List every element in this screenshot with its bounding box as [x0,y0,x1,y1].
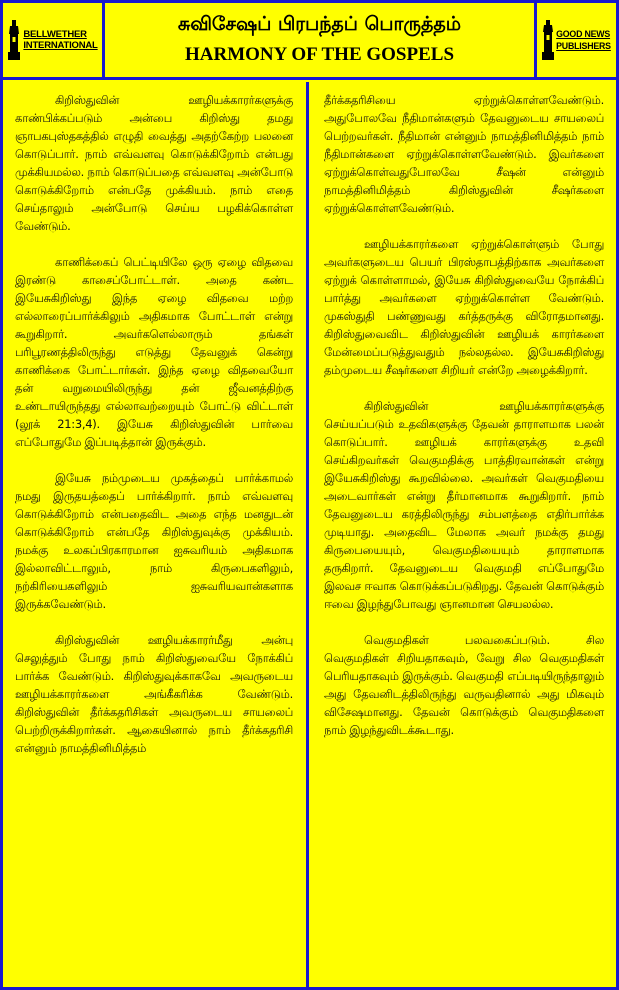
paragraph: ஊழியக்காரர்களை ஏற்றுக்கொள்ளும் போது அவர்களுடைய பெயர் பிரஸ்தாபத்திற்காக அவர்களை ஏற்றுக் கொள்ளாமல், இயேசு கிறிஸ்துவையே நோக்கிப் பார்த்து அவர்களை ஏற்றுக்கொள்ள வேண்டும். முகஸ்துதி பண்ணுவது கர்த்தருக்கு விரோதமானது. கிறிஸ்துவைவிட கிறிஸ்துவின் ஊழியக் காரர்களை மேன்மைப்படுத்துவதும் நல்லதல்ல. இயேசுகிறிஸ்து தம்முடைய சீஷர்களை சிறியர் என்றே அழைக்கிறார். [324,237,604,377]
right-logo-line-1: GOOD NEWS [556,29,611,39]
paragraph: கிறிஸ்துவின் ஊழியக்காரர்களுக்கு காண்பிக்கப்படும் அன்பை கிறிஸ்து தமது ஞாபகபுஸ்தகத்தில் எழுதி வைத்து அதற்கேற்ற பலனை கொடுப்பார். நாம் எவ்வளவு கொடுக்கிறோம் என்பது முக்கியமல்ல. நாம் கொடுப்பதை எவ்வளவு அன்போடு கொடுக்கிறோம் என்பதே முக்கியம். நாம் எதை செய்தாலும் அன்போடு செய்ய பழகிக்கொள்ள வேண்டும். [15,93,293,233]
right-text-column [312,82,616,987]
good-news-logo [534,3,616,77]
title-english: HARMONY OF THE GOSPELS [184,44,455,65]
paragraph: இயேசு நம்முடைய முகத்தைப் பார்க்காமல் நமது இருதயத்தைப் பார்க்கிறார். நாம் எவ்வளவு கொடுக்கிறோம் என்பதைவிட அதை எந்த மனதுடன் கொடுக்கிறோம் என்பதே கிறிஸ்துவுக்கு முக்கியம். நமக்கு உலகப்பிரகாரமான ஐசுவரியம் அதிகமாக இல்லாவிட்டாலும், நாம் கிருபைகளிலும், நற்கிரியைகளிலும் ஐசுவரியவான்களாக இருக்கவேண்டும். [15,471,293,611]
title-block [108,3,531,77]
paragraph: கிறிஸ்துவின் ஊழியக்காரர்களுக்கு செய்யப்படும் உதவிகளுக்கு தேவன் தாராளமாக பலன் கொடுப்பார். ஊழியக் காரர்களுக்கு உதவி செய்கிறவர்கள் வெகுமதிக்கு பாத்திரவான்கள் என்று இயேசுகிறிஸ்து கூறவில்லை. அவர்கள் வெகுமதியை அடைவார்கள் என்று தீர்மானமாக கூறுகிறார். நாம் தேவனுடைய கரத்திலிருந்து சம்பளத்தை எதிர்பார்க்க முடியாது. அதைவிட மேலாக அவர் நமக்கு தமது கிருபையையும், வெகுமதியையும் தாராளமாக தருகிறார். தேவனுடைய வெகுமதி எப்போதுமே இலவச ஈவாக கொடுக்கப்படுகிறது. தேவன் கொடுக்கும் ஈவை இழந்துபோவது ஞானமான செயலல்ல. [324,399,604,611]
page-header [0,0,619,80]
left-logo-line-1: BELLWETHER [23,29,87,40]
tower-icon [542,20,554,60]
paragraph: காணிக்கைப் பெட்டியிலே ஒரு ஏழை விதவை இரண்டு காசைப்போட்டாள். அதை கண்ட இயேசுகிறிஸ்து இந்த ஏழை விதவை மற்ற எல்லாரைப்பார்க்கிலும் அதிகமாக போட்டாள் என்று கூறுகிறார். அவர்களெல்லாரும் தங்கள் பரிபூரணத்திலிருந்து எடுத்து தேவனுக் கென்று காணிக்கை போட்டார்கள். இந்த ஏழை விதவையோ தன் வறுமையிலிருந்து தன் ஜீவனத்திற்கு உண்டாயிருந்தது எல்லாவற்றையும் போட்டு விட்டாள் (லூக் 21:3,4). இயேசு கிறிஸ்துவின் பார்வை எப்போதுமே இப்படித்தான் இருக்கும். [15,255,293,449]
left-text-column [3,82,309,987]
paragraph: வெகுமதிகள் பலவகைப்படும். சில வெகுமதிகள் சிறியதாகவும், வேறு சில வெகுமதிகள் பெரியதாகவும் இருக்கும். வெகுமதி எப்படியிருந்தாலும் அது தேவனிடத்திலிருந்து வருவதினால் அது மிகவும் விசேஷமானது. தேவன் கொடுக்கும் வெகுமதிகளை நாம் இழந்துவிடக்கூடாது. [324,633,604,737]
paragraph: தீர்க்கதரிசியை ஏற்றுக்கொள்ளவேண்டும். அதுபோலவே நீதிமான்களும் தேவனுடைய சாயலைப் பெற்றவர்கள். நீதிமான் என்னும் நாமத்தினிமித்தம் நாம் நீதிமான்களை ஏற்றுக்கொள்ளவேண்டும். இவர்களை ஏற்றுக்கொள்வதுபோலவே சீஷன் என்னும் நாமத்தினிமித்தம் கிறிஸ்துவின் சீஷர்களை ஏற்றுக்கொள்ளவேண்டும். [324,93,604,215]
bellwether-logo [3,3,105,77]
paragraph: கிறிஸ்துவின் ஊழியக்காரர்மீது அன்பு செலுத்தும் போது நாம் கிறிஸ்துவையே நோக்கிப் பார்க்க வேண்டும். கிறிஸ்துவுக்காகவே அவருடைய ஊழியக்காரர்களை அங்கீகரிக்க வேண்டும். கிறிஸ்துவின் தீர்க்கதரிசிகள் அவருடைய சாயலைப் பெற்றிருக்கிறார்கள். ஆகையினால் நாம் தீர்க்கதரிசி என்னும் நாமத்தினிமித்தம் [15,633,293,755]
bell-tower-icon [7,20,21,60]
left-logo-line-2: INTERNATIONAL [23,40,98,51]
title-tamil: சுவிசேஷப் பிரபந்தப் பொருத்தம் [177,13,462,35]
right-logo-line-2: PUBLISHERS [556,41,611,51]
